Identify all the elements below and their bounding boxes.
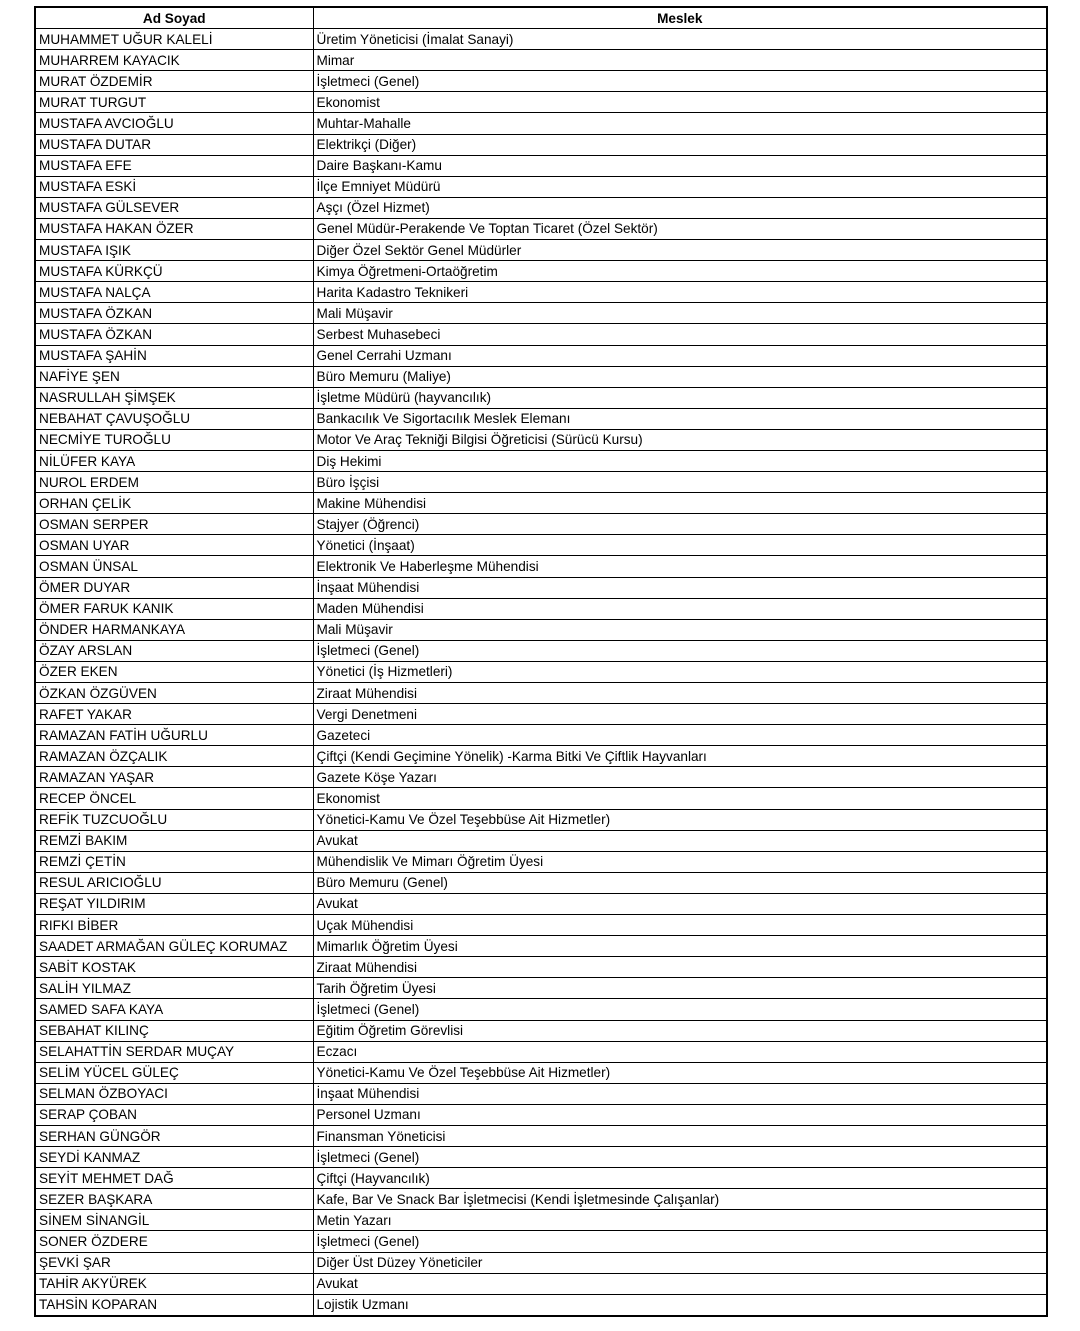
- cell-job: Gazeteci: [313, 725, 1047, 746]
- table-row: [35, 450, 1047, 471]
- table-row: [35, 640, 1047, 661]
- table-row: [35, 872, 1047, 893]
- cell-name: OSMAN SERPER: [35, 514, 313, 535]
- table-row: [35, 324, 1047, 345]
- table-row: [35, 915, 1047, 936]
- table-row: [35, 303, 1047, 324]
- cell-job: İşletmeci (Genel): [313, 1231, 1047, 1252]
- table-row: [35, 472, 1047, 493]
- table-row: [35, 556, 1047, 577]
- table-row: [35, 1104, 1047, 1125]
- cell-job: Eğitim Öğretim Görevlisi: [313, 1020, 1047, 1041]
- cell-job: Kafe, Bar Ve Snack Bar İşletmecisi (Kendi İşletmesinde Çalışanlar): [313, 1189, 1047, 1210]
- cell-name: SEZER BAŞKARA: [35, 1189, 313, 1210]
- cell-job: İşletmeci (Genel): [313, 71, 1047, 92]
- cell-name: MUSTAFA ÖZKAN: [35, 324, 313, 345]
- table-row: [35, 1231, 1047, 1252]
- cell-name: RIFKI BİBER: [35, 915, 313, 936]
- cell-name: NECMİYE TUROĞLU: [35, 429, 313, 450]
- table-row: [35, 29, 1047, 50]
- cell-job: Stajyer (Öğrenci): [313, 514, 1047, 535]
- cell-name: SİNEM SİNANGİL: [35, 1210, 313, 1231]
- table-row: [35, 683, 1047, 704]
- table-row: [35, 345, 1047, 366]
- cell-name: SAMED SAFA KAYA: [35, 999, 313, 1020]
- table-row: [35, 535, 1047, 556]
- table-row: [35, 725, 1047, 746]
- cell-job: Personel Uzmanı: [313, 1104, 1047, 1125]
- cell-name: ÖMER FARUK KANIK: [35, 598, 313, 619]
- cell-name: REMZİ ÇETİN: [35, 851, 313, 872]
- table-row: [35, 408, 1047, 429]
- cell-job: Muhtar-Mahalle: [313, 113, 1047, 134]
- table-row: [35, 704, 1047, 725]
- table-row: [35, 1189, 1047, 1210]
- cell-name: MURAT TURGUT: [35, 92, 313, 113]
- cell-job: Finansman Yöneticisi: [313, 1125, 1047, 1146]
- cell-job: İşletme Müdürü (hayvancılık): [313, 387, 1047, 408]
- table-row: [35, 577, 1047, 598]
- cell-name: SONER ÖZDERE: [35, 1231, 313, 1252]
- cell-job: Serbest Muhasebeci: [313, 324, 1047, 345]
- cell-job: Mali Müşavir: [313, 303, 1047, 324]
- cell-name: RAMAZAN FATİH UĞURLU: [35, 725, 313, 746]
- cell-job: Gazete Köşe Yazarı: [313, 767, 1047, 788]
- cell-job: Avukat: [313, 1273, 1047, 1294]
- table-header-row: [35, 7, 1047, 29]
- cell-name: MUSTAFA ESKİ: [35, 176, 313, 197]
- cell-name: SEYİT MEHMET DAĞ: [35, 1168, 313, 1189]
- cell-name: NİLÜFER KAYA: [35, 450, 313, 471]
- cell-name: SALİH YILMAZ: [35, 978, 313, 999]
- header-job: Meslek: [313, 7, 1047, 29]
- cell-job: Çiftçi (Hayvancılık): [313, 1168, 1047, 1189]
- table-row: [35, 978, 1047, 999]
- cell-job: İnşaat Mühendisi: [313, 577, 1047, 598]
- cell-job: Daire Başkanı-Kamu: [313, 155, 1047, 176]
- cell-name: RESUL ARICIOĞLU: [35, 872, 313, 893]
- cell-job: Yönetici (İş Hizmetleri): [313, 661, 1047, 682]
- cell-name: REMZİ BAKIM: [35, 830, 313, 851]
- cell-job: Eczacı: [313, 1041, 1047, 1062]
- table-row: [35, 366, 1047, 387]
- cell-name: SAADET ARMAĞAN GÜLEÇ KORUMAZ: [35, 936, 313, 957]
- cell-job: Maden Mühendisi: [313, 598, 1047, 619]
- cell-job: Çiftçi (Kendi Geçimine Yönelik) -Karma Bitki Ve Çiftlik Hayvanları: [313, 746, 1047, 767]
- table-row: [35, 1168, 1047, 1189]
- table-row: [35, 134, 1047, 155]
- table-row: [35, 1041, 1047, 1062]
- cell-name: ORHAN ÇELİK: [35, 493, 313, 514]
- table-row: [35, 514, 1047, 535]
- table-row: [35, 1147, 1047, 1168]
- table-row: [35, 1252, 1047, 1273]
- cell-job: Tarih Öğretim Üyesi: [313, 978, 1047, 999]
- cell-job: Metin Yazarı: [313, 1210, 1047, 1231]
- table-row: [35, 155, 1047, 176]
- cell-job: İlçe Emniyet Müdürü: [313, 176, 1047, 197]
- table-row: [35, 387, 1047, 408]
- cell-name: MUSTAFA NALÇA: [35, 282, 313, 303]
- table-row: [35, 788, 1047, 809]
- cell-name: SERAP ÇOBAN: [35, 1104, 313, 1125]
- table-row: [35, 830, 1047, 851]
- table-row: [35, 176, 1047, 197]
- cell-name: MUSTAFA KÜRKÇÜ: [35, 261, 313, 282]
- cell-name: SELİM YÜCEL GÜLEÇ: [35, 1062, 313, 1083]
- table-row: [35, 240, 1047, 261]
- cell-name: MUSTAFA GÜLSEVER: [35, 197, 313, 218]
- table-row: [35, 851, 1047, 872]
- cell-job: Elektrikçi (Diğer): [313, 134, 1047, 155]
- cell-name: ÖNDER HARMANKAYA: [35, 619, 313, 640]
- cell-job: Diş Hekimi: [313, 450, 1047, 471]
- cell-name: TAHSİN KOPARAN: [35, 1294, 313, 1316]
- cell-job: Ziraat Mühendisi: [313, 957, 1047, 978]
- cell-name: MUSTAFA ÖZKAN: [35, 303, 313, 324]
- cell-name: MUSTAFA EFE: [35, 155, 313, 176]
- cell-name: MUSTAFA IŞIK: [35, 240, 313, 261]
- table-row: [35, 197, 1047, 218]
- cell-job: Mali Müşavir: [313, 619, 1047, 640]
- cell-job: Büro Memuru (Maliye): [313, 366, 1047, 387]
- table-row: [35, 1083, 1047, 1104]
- cell-name: NUROL ERDEM: [35, 472, 313, 493]
- cell-name: SEYDİ KANMAZ: [35, 1147, 313, 1168]
- cell-name: SELAHATTİN SERDAR MUÇAY: [35, 1041, 313, 1062]
- cell-name: OSMAN ÜNSAL: [35, 556, 313, 577]
- cell-job: Uçak Mühendisi: [313, 915, 1047, 936]
- cell-job: Makine Mühendisi: [313, 493, 1047, 514]
- table-row: [35, 619, 1047, 640]
- cell-name: MUSTAFA AVCIOĞLU: [35, 113, 313, 134]
- cell-name: ÖZKAN ÖZGÜVEN: [35, 683, 313, 704]
- cell-name: MURAT ÖZDEMİR: [35, 71, 313, 92]
- cell-name: MUHARREM KAYACIK: [35, 50, 313, 71]
- cell-job: Genel Müdür-Perakende Ve Toptan Ticaret (Özel Sektör): [313, 218, 1047, 239]
- cell-job: Motor Ve Araç Tekniği Bilgisi Öğreticisi (Sürücü Kursu): [313, 429, 1047, 450]
- cell-job: Vergi Denetmeni: [313, 704, 1047, 725]
- table-row: [35, 1273, 1047, 1294]
- cell-name: REŞAT YILDIRIM: [35, 893, 313, 914]
- table-row: [35, 50, 1047, 71]
- cell-name: RAMAZAN ÖZÇALIK: [35, 746, 313, 767]
- cell-name: ÖZAY ARSLAN: [35, 640, 313, 661]
- table-row: [35, 809, 1047, 830]
- cell-job: Üretim Yöneticisi (İmalat Sanayi): [313, 29, 1047, 50]
- cell-job: Diğer Üst Düzey Yöneticiler: [313, 1252, 1047, 1273]
- header-name: Ad Soyad: [35, 7, 313, 29]
- cell-name: MUSTAFA HAKAN ÖZER: [35, 218, 313, 239]
- cell-job: Bankacılık Ve Sigortacılık Meslek Elemanı: [313, 408, 1047, 429]
- cell-job: Avukat: [313, 893, 1047, 914]
- cell-job: Büro Memuru (Genel): [313, 872, 1047, 893]
- cell-name: SERHAN GÜNGÖR: [35, 1125, 313, 1146]
- cell-job: Elektronik Ve Haberleşme Mühendisi: [313, 556, 1047, 577]
- cell-job: Yönetici (İnşaat): [313, 535, 1047, 556]
- table-row: [35, 1062, 1047, 1083]
- cell-name: ÖMER DUYAR: [35, 577, 313, 598]
- cell-job: Yönetici-Kamu Ve Özel Teşebbüse Ait Hizmetler): [313, 809, 1047, 830]
- cell-job: Avukat: [313, 830, 1047, 851]
- cell-name: RAFET YAKAR: [35, 704, 313, 725]
- table-row: [35, 767, 1047, 788]
- cell-job: İşletmeci (Genel): [313, 999, 1047, 1020]
- cell-job: Diğer Özel Sektör Genel Müdürler: [313, 240, 1047, 261]
- cell-name: NEBAHAT ÇAVUŞOĞLU: [35, 408, 313, 429]
- cell-name: SABİT KOSTAK: [35, 957, 313, 978]
- table-row: [35, 282, 1047, 303]
- cell-job: Aşçı (Özel Hizmet): [313, 197, 1047, 218]
- cell-job: Kimya Öğretmeni-Ortaöğretim: [313, 261, 1047, 282]
- cell-name: MUSTAFA DUTAR: [35, 134, 313, 155]
- cell-name: SELMAN ÖZBOYACI: [35, 1083, 313, 1104]
- table-row: [35, 218, 1047, 239]
- cell-job: İşletmeci (Genel): [313, 640, 1047, 661]
- cell-job: Lojistik Uzmanı: [313, 1294, 1047, 1316]
- cell-job: Ekonomist: [313, 92, 1047, 113]
- cell-name: ŞEVKİ ŞAR: [35, 1252, 313, 1273]
- cell-name: NASRULLAH ŞİMŞEK: [35, 387, 313, 408]
- cell-job: İnşaat Mühendisi: [313, 1083, 1047, 1104]
- table-row: [35, 113, 1047, 134]
- occupation-table: [34, 6, 1048, 1317]
- table-row: [35, 957, 1047, 978]
- cell-job: Mimar: [313, 50, 1047, 71]
- table-body: [35, 29, 1047, 1316]
- cell-name: TAHİR AKYÜREK: [35, 1273, 313, 1294]
- table-row: [35, 746, 1047, 767]
- table-row: [35, 1020, 1047, 1041]
- table-row: [35, 1210, 1047, 1231]
- table-row: [35, 1125, 1047, 1146]
- table-row: [35, 261, 1047, 282]
- cell-job: Yönetici-Kamu Ve Özel Teşebbüse Ait Hizmetler): [313, 1062, 1047, 1083]
- table-row: [35, 893, 1047, 914]
- table-row: [35, 598, 1047, 619]
- cell-name: NAFİYE ŞEN: [35, 366, 313, 387]
- cell-name: RECEP ÖNCEL: [35, 788, 313, 809]
- table-row: [35, 936, 1047, 957]
- cell-job: Genel Cerrahi Uzmanı: [313, 345, 1047, 366]
- table-row: [35, 493, 1047, 514]
- cell-name: ÖZER EKEN: [35, 661, 313, 682]
- cell-name: MUHAMMET UĞUR KALELİ: [35, 29, 313, 50]
- cell-job: İşletmeci (Genel): [313, 1147, 1047, 1168]
- table-row: [35, 1294, 1047, 1316]
- cell-job: Harita Kadastro Teknikeri: [313, 282, 1047, 303]
- cell-name: OSMAN UYAR: [35, 535, 313, 556]
- cell-job: Mühendislik Ve Mimarı Öğretim Üyesi: [313, 851, 1047, 872]
- cell-job: Ziraat Mühendisi: [313, 683, 1047, 704]
- cell-job: Büro İşçisi: [313, 472, 1047, 493]
- cell-job: Ekonomist: [313, 788, 1047, 809]
- table-row: [35, 71, 1047, 92]
- cell-name: RAMAZAN YAŞAR: [35, 767, 313, 788]
- cell-job: Mimarlık Öğretim Üyesi: [313, 936, 1047, 957]
- cell-name: MUSTAFA ŞAHİN: [35, 345, 313, 366]
- cell-name: REFİK TUZCUOĞLU: [35, 809, 313, 830]
- cell-name: SEBAHAT KILINÇ: [35, 1020, 313, 1041]
- table-row: [35, 999, 1047, 1020]
- table-row: [35, 92, 1047, 113]
- table-row: [35, 429, 1047, 450]
- table-row: [35, 661, 1047, 682]
